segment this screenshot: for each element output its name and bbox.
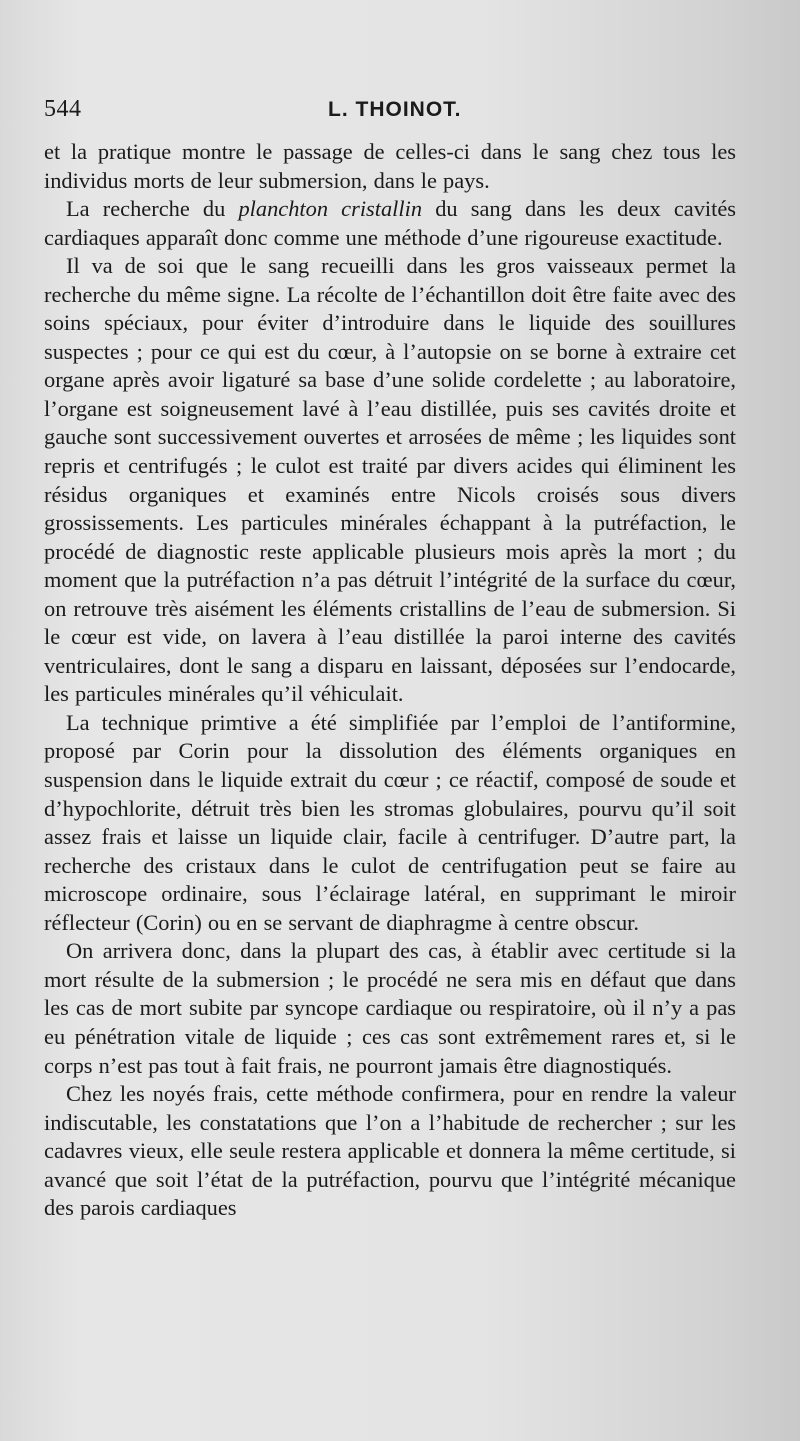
italic-term: planchton cristallin	[238, 196, 423, 222]
text-segment: On arrivera donc, dans la plupart des cas, à établir avec certitude si la mort résulte de la submersion ; le procédé ne sera mis en défaut que dans les cas de mort subite par syncope cardiaque ou respiratoire, où il n’y a pas eu pénétration vitale de liquide ; ces cas sont extrêmement rares et, si le corps n’est pas tout à fait frais, ne pourront jamais être diagnostiqués.	[44, 938, 736, 1078]
paragraph	[44, 195, 736, 252]
body-text	[44, 138, 736, 1223]
text-segment: La recherche du	[66, 196, 239, 222]
paragraph	[44, 138, 736, 195]
paragraph	[44, 252, 736, 709]
paragraph	[44, 1080, 736, 1223]
running-title: L. THOINOT.	[328, 98, 462, 121]
paragraph	[44, 937, 736, 1080]
running-head	[44, 96, 740, 124]
text-segment: Chez les noyés frais, cette méthode confirmera, pour en rendre la valeur indiscutable, les constatations que l’on a l’habitude de rechercher ; sur les cadavres vieux, elle seule restera applicable et donnera la même certitude, si avancé que soit l’état de la putréfaction, pourvu que l’intégrité mécanique des parois cardiaques	[44, 1081, 736, 1221]
text-segment: du sang dans les deux cavités cardiaques apparaît donc comme une méthode d’une rigoureuse exactitude.	[44, 196, 737, 250]
page-number: 544	[44, 96, 82, 122]
text-segment: Il va de soi que le sang recueilli dans les gros vaisseaux permet la recherche du même signe. La récolte de l’échantillon doit être faite avec des soins spéciaux, pour éviter d’introduire dans le liquide des souillures suspectes ; pour ce qui est du cœur, à l’autopsie on se borne à extraire cet organe après avoir ligaturé sa base d’une solide cordelette ; au laboratoire, l’organe est soigneusement lavé à l’eau distillée, puis ses cavités droite et gauche sont successivement ouvertes et arrosées de même ; les liquides sont repris et centrifugés ; le culot est traité par divers acides qui éliminent les résidus organiques et examinés entre Nicols croisés sous divers grossissements. Les particules minérales échappant à la putréfaction, le procédé de diagnostic reste applicable plusieurs mois après la mort ; du moment que la putréfaction n’a pas détruit l’intégrité de la surface du cœur, on retrouve très aisément les éléments cristallins de l’eau de submersion. Si le cœur est vide, on lavera à l’eau distillée la paroi interne des cavités ventriculaires, dont le sang a disparu en laissant, déposées sur l’endocarde, les particules minérales qu’il véhiculait.	[44, 253, 736, 707]
text-segment: La technique primtive a été simplifiée par l’emploi de l’antiformine, proposé par Corin pour la dissolution des éléments organiques en suspension dans le liquide extrait du cœur ; ce réactif, composé de soude et d’hypochlorite, détruit très bien les stromas globulaires, pourvu qu’il soit assez frais et laisse un liquide clair, facile à centrifuger. D’autre part, la recherche des cristaux dans le culot de centrifugation peut se faire au microscope ordinaire, sous l’éclairage latéral, en supprimant le miroir réflecteur (Corin) ou en se servant de diaphragme à centre obscur.	[44, 709, 736, 935]
paragraph	[44, 709, 736, 937]
text-segment: et la pratique montre le passage de celles-ci dans le sang chez tous les individus morts de leur submersion, dans le pays.	[44, 139, 736, 193]
